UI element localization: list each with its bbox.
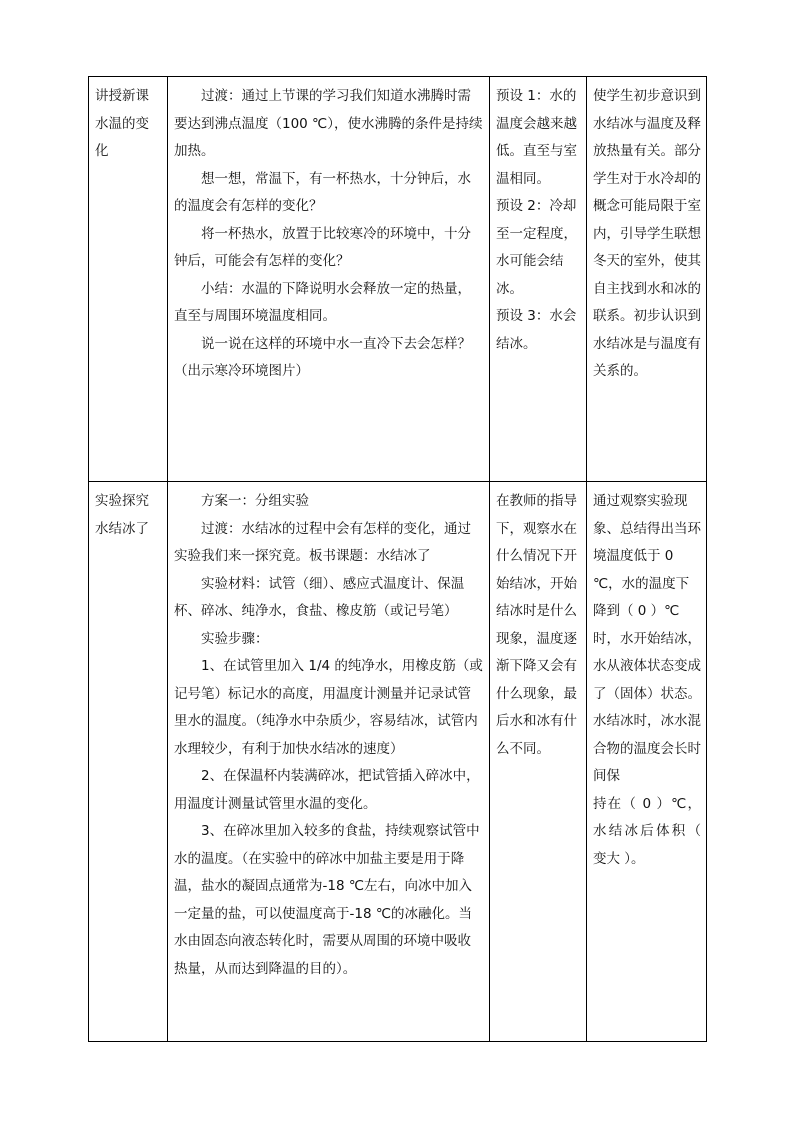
intent-text: 使学生初步意识到水结冰与温度及释放热量有关。部分学生对于水冷却的概念可能局限于室内，引导学生联想冬天的室外，使其自主找到水和冰的联系。初步认识到水结冰是与温度有关系的。 — [593, 88, 701, 379]
paragraph: 2、在保温杯内装满碎冰，把试管插入碎冰中，用温度计测量试管里水温的变化。 — [174, 768, 480, 812]
lesson-plan-table — [88, 76, 707, 1042]
stage-cell — [89, 482, 168, 1042]
table-row — [89, 482, 707, 1042]
paragraph: 3、在碎冰里加入较多的食盐，持续观察试管中水的温度。（在实验中的碎冰中加盐主要是用于降温，盐水的凝固点通常为-18 ℃左右，向冰中加入一定量的盐，可以使温度高于-18 ℃的冰融化。当水由固态向液态转化时，需要从周围的环境中吸收热量，从而达到降温的目的）。 — [174, 823, 480, 977]
paragraph: 想一想，常温下，有一杯热水，十分钟后，水的温度会有怎样的变化？ — [174, 170, 471, 214]
design-intent-cell — [587, 482, 707, 1042]
stage-label: 实验探究 水结冰了 — [95, 493, 149, 537]
paragraph: 1、在试管里加入 1/4 的纯净水，用橡皮筋（或记号笔）标记水的高度，用温度计测量并记录试管里水的温度。（纯净水中杂质少，容易结冰，试管内水理较少，有利于加快水结冰的速度） — [174, 658, 483, 757]
paragraph: 实验材料：试管（细）、感应式温度计、保温杯、碎冰、纯净水，食盐、橡皮筋（或记号笔） — [174, 575, 465, 619]
prediction-text: 预设 2：冷却至一定程度，水可能会结冰。 — [496, 198, 577, 297]
prediction-text: 预设 3：水会结冰。 — [496, 308, 577, 352]
paragraph: 将一杯热水，放置于比较寒冷的环境中，十分钟后，可能会有怎样的变化？ — [174, 225, 471, 269]
paragraph: 过渡：水结冰的过程中会有怎样的变化，通过实验我们来一探究竟。板书课题：水结冰了 — [174, 520, 471, 564]
intent-text: 通过观察实验现象、总结得出当环境温度低于 0 ℃，水的温度下降到（ 0 ）℃时，水开始结冰， — [593, 493, 701, 647]
student-activity-cell — [490, 482, 587, 1042]
paragraph: 说一说在这样的环境中水一直冷下去会怎样？ — [201, 335, 471, 352]
teacher-activity-cell — [168, 482, 490, 1042]
stage-label: 讲授新课 水温的变化 — [95, 88, 149, 159]
paragraph: （出示寒冷环境图片） — [174, 363, 309, 379]
student-activity-cell — [490, 77, 587, 482]
prediction-text: 预设 1：水的温度会越来越低。直至与室温相同。 — [496, 88, 577, 187]
student-text: 在教师的指导下，观察水在什么情况下开始结冰，开始结冰时是什么现象，温度逐渐下降又会有什么现象，最后水和冰有什么不同。 — [496, 493, 577, 757]
paragraph: 小结：水温的下降说明水会释放一定的热量，直至与周围环境温度相同。 — [174, 280, 471, 324]
teacher-activity-cell — [168, 77, 490, 482]
stage-cell — [89, 77, 168, 482]
table-row — [89, 77, 707, 482]
design-intent-cell — [587, 77, 707, 482]
intent-text: 持在（ 0 ）℃，水结冰后体积（ 变大 ）。 — [593, 795, 701, 867]
paragraph: 实验步骤： — [201, 630, 269, 647]
paragraph: 方案一：分组实验 — [201, 493, 309, 509]
intent-text: 水从液体状态变成了（固体）状态。水结冰时，冰水混合物的温度会长时间保 — [593, 658, 701, 784]
paragraph: 过渡：通过上节课的学习我们知道水沸腾时需要达到沸点温度（100 ℃），使水沸腾的条件是持续加热。 — [174, 88, 483, 159]
